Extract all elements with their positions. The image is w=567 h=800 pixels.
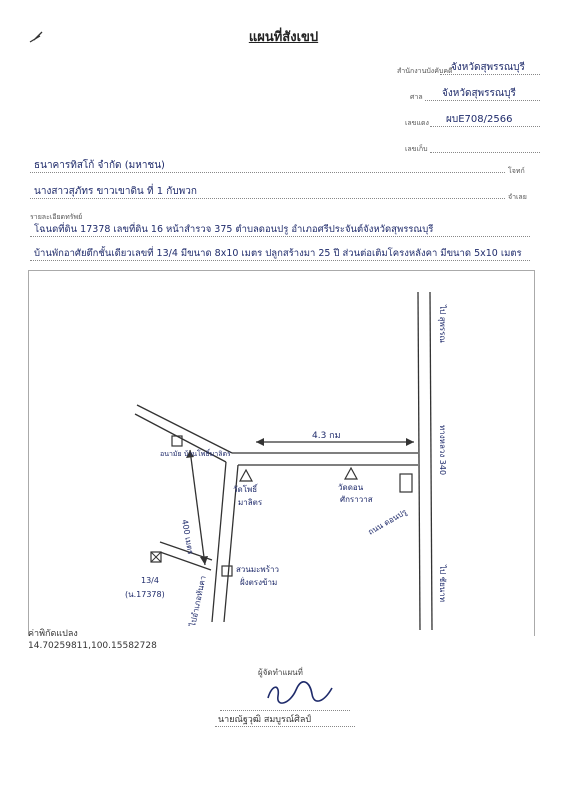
distance-label: 4.3 กม [312,431,341,441]
signature-mark [262,678,342,708]
case-red-label: เลขเก็บ [405,145,428,153]
temple-2-label: วัดดอน [338,483,364,492]
arrow-right-head [406,438,414,446]
garden-label: สวนมะพร้าว [236,565,279,574]
property-line-2: บ้านพักอาศัยตึกชั้นเดียวเลขที่ 13/4 มีขนาด 8x10 เมตร ปลูกสร้างมา 25 ปี ส่วนต่อเติมโครงหลังคา มีขนาด 5x10 เมตร [34,248,522,259]
diag-road-top-edge [137,405,232,453]
highway-left-edge [418,292,420,630]
clinic-label: อนามัย บ้านโพธิ์มาลิตร [160,450,231,458]
road-right-mid-label: ทางหลวง 340 [438,425,447,476]
property-line-1: โฉนดที่ดิน 17378 เลขที่ดิน 16 หน้าสำรวจ 375 ตำบลดอนปรู อำเภอศรีประจันต์จังหวัดสุพรรณบุรี [34,224,434,235]
garden-sublabel: ฝั่งตรงข้าม [240,578,278,587]
plaintiff-value: ธนาคารทิสโก้ จำกัด (มหาชน) [34,160,165,171]
plaintiff-label: โจทก์ [508,167,525,175]
office-label: สำนักงานบังคับคดี [397,67,453,75]
signer-name: นายณัฐวุฒิ สมบูรณ์ศิลป์ [218,715,312,725]
temple-1-sublabel: มาลิตร [238,498,263,507]
arrow-down-head [200,556,208,565]
south-road-left-edge [212,462,226,622]
garden-icon [222,566,232,576]
page-title: แผนที่สังเขป [248,30,319,45]
deed-number-label: (น.17378) [125,590,165,599]
signature-underline [220,710,350,711]
arrow-left-head [256,438,264,446]
house-number-label: 13/4 [141,576,159,585]
temple-1-label: วัดโพธิ์ [233,485,258,494]
signature-label: ผู้จัดทำแผนที่ [258,668,303,677]
coords-value: 14.70259811,100.15582728 [28,641,157,651]
defendant-value: นางสาวสุภัทร ขาวเขาดิน ที่ 1 กับพวก [34,186,197,197]
road-left-label: ไปอำเภอหันคา [188,574,208,628]
road-right-bottom-label: ไป ชัยนาท [438,565,447,602]
property-section-label: รายละเอียดทรัพย์ [30,213,83,221]
defendant-label: จำเลย [508,193,527,201]
coords-label: ค่าพิกัดแปลง [28,629,78,639]
pen-mark [30,32,42,42]
vertical-distance-label: 400 เมตร [180,518,196,556]
signer-name-underline [215,726,355,727]
case-black-value: ผบE708/2566 [446,114,513,125]
road-top-right-label: ไป สุพรรณ [438,305,447,343]
court-label: ศาล [410,93,423,101]
temple-2-sublabel: ศักราวาส [340,495,373,504]
office-value: จังหวัดสุพรรณบุรี [451,62,525,73]
temple-1-icon [240,470,252,481]
court-value: จังหวัดสุพรรณบุรี [442,88,516,99]
building-icon [400,474,412,492]
road-donpru-label: ถนน ดอนปรู [366,507,409,537]
case-black-label: เลขแดง [405,119,429,127]
highway-right-edge [430,292,432,630]
temple-2-icon [345,468,357,479]
